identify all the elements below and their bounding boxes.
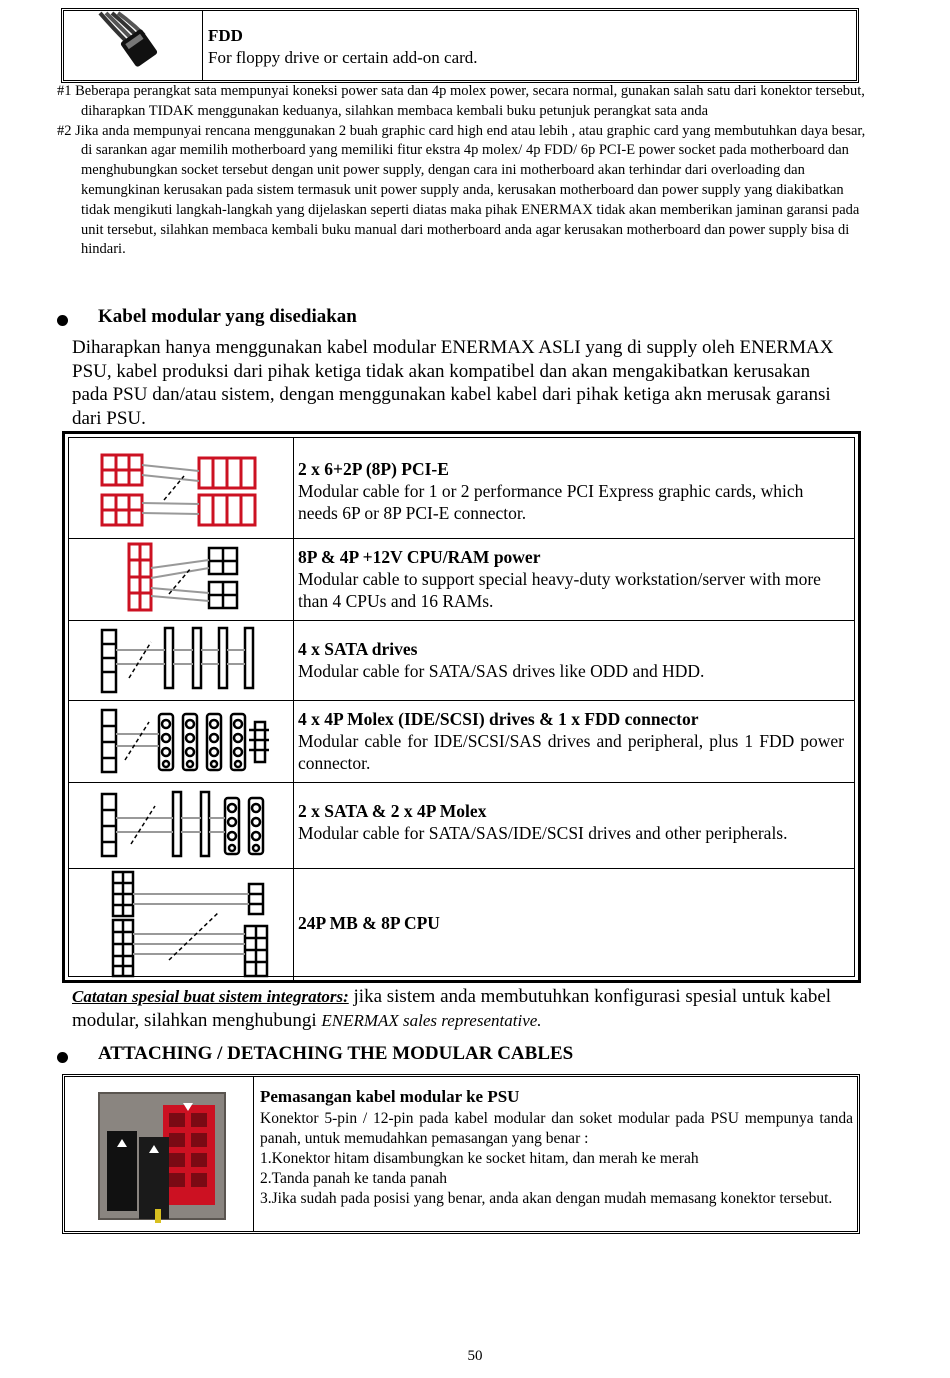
cpu-ram-cable-image	[69, 538, 294, 620]
attach-table	[62, 1074, 860, 1234]
bullet-icon	[57, 315, 68, 326]
cable-row-pcie	[69, 438, 854, 539]
note-1: #1 Beberapa perangkat sata mempunyai koneksi power sata dan 4p molex power, secara normal, gunakan salah satu dari konektor tersebut, diharapkan TIDAK menggunakan keduanya, silahkan membaca kembali buku petunjuk perangkat sata anda	[57, 83, 865, 119]
molex-connector-icon	[69, 700, 293, 782]
cable-title: 8P & 4P +12V CPU/RAM power	[298, 547, 541, 567]
integrators-text: jika sistem anda membutuhkan konfigurasi spesial untuk kabel modular, silahkan menghubungi	[72, 986, 832, 1031]
cable-row-24p-mb	[69, 868, 854, 980]
molex-cable-image	[69, 700, 294, 782]
fdd-title: FDD	[208, 26, 243, 45]
attach-line: 1.Konektor hitam disambungkan ke socket hitam, dan merah ke merah	[260, 1150, 699, 1167]
sata-molex-cable-image	[69, 782, 294, 868]
mb-cable-image	[69, 868, 294, 980]
sata-molex-connector-icon	[69, 782, 293, 868]
section-kabel-body: Diharapkan hanya menggunakan kabel modular ENERMAX ASLI yang di supply oleh ENERMAX PSU, kabel produksi dari pihak ketiga tidak akan kompatibel dan akan mengakibatkan kerusakan pada PSU dan/atau sistem, dengan menggunakan kabel kabel dari pihak ketiga akn merusak garansi dari PSU.	[72, 337, 834, 429]
integrators-label: Catatan spesial buat sistem integrators:	[72, 987, 349, 1006]
cable-desc: Modular cable for SATA/SAS drives like ODD and HDD.	[298, 661, 705, 681]
attach-title: Pemasangan kabel modular ke PSU	[260, 1087, 520, 1106]
pcie-connector-icon	[69, 438, 293, 538]
cable-desc: Modular cable for IDE/SCSI/SAS drives and peripheral, plus 1 FDD power connector.	[298, 731, 844, 773]
pcie-cable-image	[69, 438, 294, 538]
sata-cable-image	[69, 620, 294, 700]
attach-line: 2.Tanda panah ke tanda panah	[260, 1170, 447, 1187]
fdd-desc: For floppy drive or certain add-on card.	[208, 48, 478, 67]
modular-cable-table	[62, 431, 861, 983]
cable-title: 2 x 6+2P (8P) PCI-E	[298, 459, 449, 479]
attach-text	[260, 1087, 853, 1209]
cable-desc: Modular cable for 1 or 2 performance PCI Express graphic cards, which needs 6P or 8P PCI-E connector.	[298, 481, 804, 523]
bullet-icon	[57, 1052, 68, 1063]
sata-connector-icon	[69, 620, 293, 700]
notes	[57, 82, 867, 260]
cable-title: 4 x SATA drives	[298, 639, 418, 659]
integrators-contact: ENERMAX sales representative.	[321, 1010, 542, 1030]
mb-connector-icon	[69, 868, 293, 980]
cable-title: 4 x 4P Molex (IDE/SCSI) drives & 1 x FDD connector	[298, 709, 699, 729]
attach-line: Konektor 5-pin / 12-pin pada kabel modular dan soket modular pada PSU mempunya tanda panah, untuk memudahkan pemasangan yang benar :	[260, 1110, 853, 1147]
psu-socket-icon	[65, 1077, 253, 1231]
attach-line: 3.Jika sudah pada posisi yang benar, anda akan dengan mudah memasang konektor tersebut.	[260, 1190, 833, 1207]
cable-desc: Modular cable to support special heavy-duty workstation/server with more than 4 CPUs and 16 RAMs.	[298, 569, 821, 611]
psu-socket-photo	[65, 1077, 254, 1231]
cable-row-cpu-ram	[69, 538, 854, 621]
section-attach-heading	[57, 1043, 574, 1068]
fdd-cable-image	[64, 11, 203, 80]
fdd-connector-icon	[64, 11, 194, 77]
note-2: #2 Jika anda mempunyai rencana menggunakan 2 buah graphic card high end atau lebih , atau graphic card yang membutuhkan daya besar, di sarankan agar memilih motherboard yang memiliki fitur ekstra 4p molex/ 4p FDD/ 6p PCI-E power socket pada motherboard dan menghubungkan socket tersebut dengan unit power supply, dengan cara ini motherboard akan terhindar dari overloading dan kemungkinan kerusakan pada sistem termasuk unit power supply anda, kerusakan motherboard dan power supply yang diakibatkan tidak mengikuti langkah-langkah yang dijelaskan seperti diatas maka pihak ENERMAX tidak akan memberikan jaminan garansi pada unit tersebut, silahkan membaca kembali buku manual dari motherboard anda agar kerusakan motherboard dan power supply bisa di hindari.	[57, 122, 866, 258]
section-attach-title: ATTACHING / DETACHING THE MODULAR CABLES	[98, 1043, 574, 1064]
section-kabel-heading	[57, 306, 357, 331]
cable-title: 2 x SATA & 2 x 4P Molex	[298, 801, 487, 821]
cable-row-sata	[69, 620, 854, 701]
page-number: 50	[467, 1348, 483, 1364]
cable-row-molex	[69, 700, 854, 783]
integrators-note	[72, 985, 862, 1032]
fdd-table	[61, 8, 859, 83]
cable-desc: Modular cable for SATA/SAS/IDE/SCSI drives and other peripherals.	[298, 823, 788, 843]
section-kabel-title: Kabel modular yang disediakan	[98, 306, 357, 327]
cpu-ram-connector-icon	[69, 538, 293, 620]
cable-title: 24P MB & 8P CPU	[298, 913, 440, 933]
cable-row-sata-molex	[69, 782, 854, 869]
